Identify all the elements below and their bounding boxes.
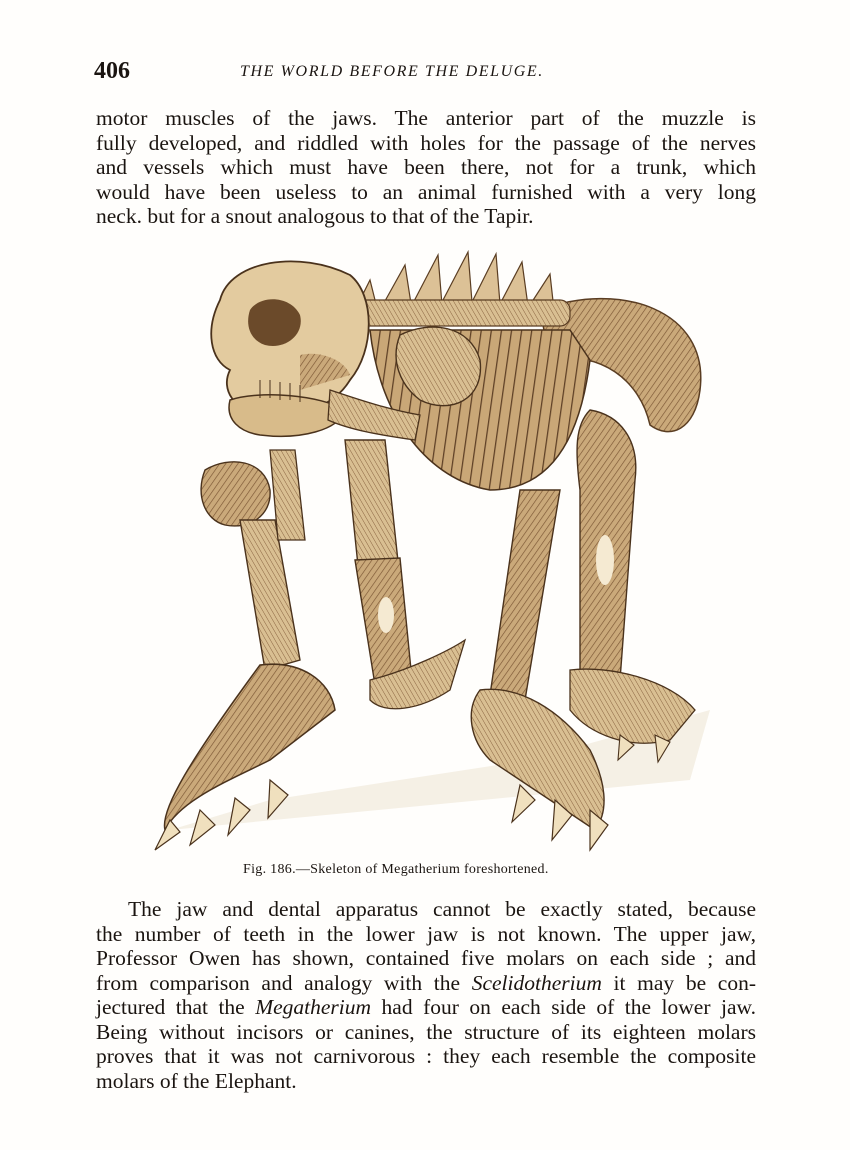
hind-right-leg	[570, 410, 695, 762]
text-line	[96, 971, 756, 996]
text-line: fully developed, and riddled with holes for the passage of the nerves	[96, 130, 756, 155]
text-line	[96, 897, 756, 922]
text-line: motor muscles of the jaws. The anterior part of the muzzle is	[96, 106, 756, 130]
text-segment: had four on each side of the lower jaw.	[371, 995, 756, 1019]
genus-name: Scelidotherium	[471, 970, 602, 995]
text-line: neck. but for a snout analogous to that of the Tapir.	[96, 204, 534, 228]
front-right-leg	[345, 440, 465, 709]
text-segment: The jaw and dental apparatus cannot be exactly stated, because	[128, 897, 756, 921]
text-line: and vessels which must have been there, not for a trunk, which	[96, 155, 756, 179]
text-line	[96, 995, 756, 1020]
paragraph-top	[96, 106, 756, 229]
text-segment: it may be con-	[601, 970, 756, 995]
text-line: Professor Owen has shown, contained five molars on each side ; and	[96, 946, 756, 970]
paragraph-bottom	[96, 897, 756, 1093]
text-segment: jectured that the	[96, 995, 256, 1019]
spine	[340, 252, 570, 326]
front-left-leg	[155, 450, 335, 850]
page-number: 406	[94, 58, 130, 84]
megatherium-skeleton-illustration	[150, 240, 710, 860]
text-line: the number of teeth in the lower jaw is not known. The upper jaw,	[96, 921, 756, 946]
text-line: would have been useless to an animal furnished with a very long	[96, 179, 756, 204]
running-title: THE WORLD BEFORE THE DELUGE.	[240, 63, 544, 80]
text-segment: from comparison and analogy with the	[96, 970, 472, 995]
text-line: Being without incisors or canines, the structure of its eighteen molars	[96, 1019, 756, 1044]
genus-name: Megatherium	[255, 995, 372, 1019]
figure-caption: Fig. 186.—Skeleton of Megatherium foreshortened.	[243, 862, 549, 877]
text-line: molars of the Elephant.	[96, 1068, 297, 1093]
text-line: proves that it was not carnivorous : they each resemble the composite	[96, 1044, 756, 1068]
